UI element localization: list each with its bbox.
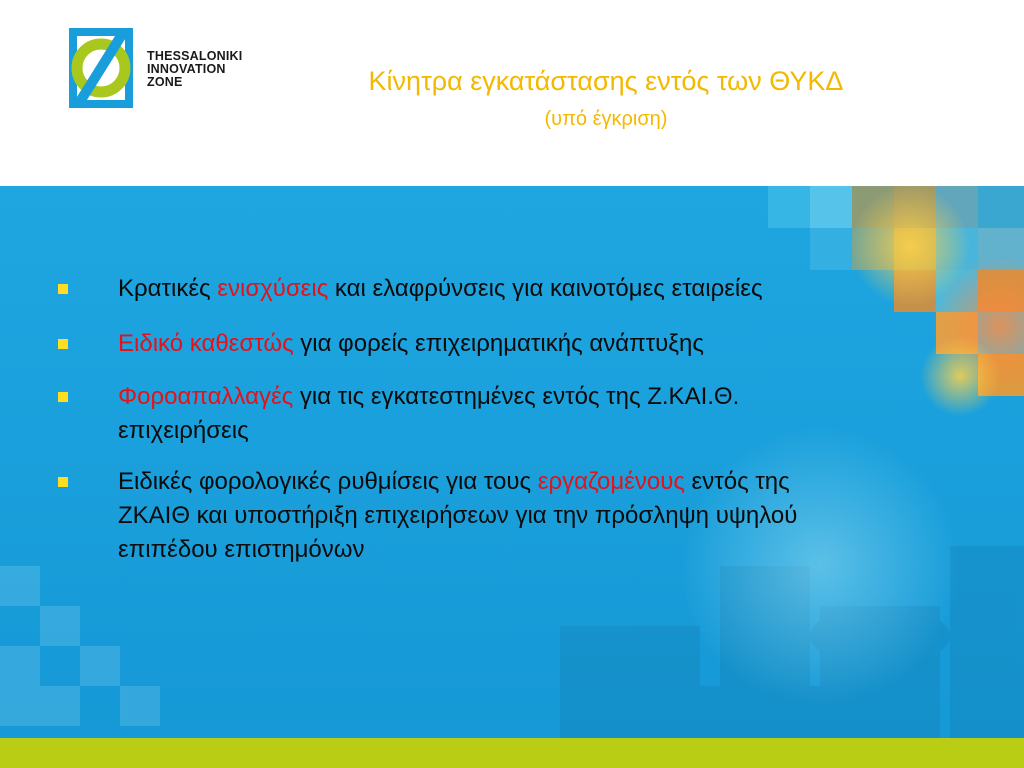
- bullet-text-line-2: ΖΚΑΙΘ και υποστήριξη επιχειρήσεων για την πρόσληψη υψηλού: [118, 502, 798, 529]
- list-item: [58, 380, 938, 448]
- slide-subtitle: (υπό έγκριση): [544, 108, 668, 130]
- thessaloniki-innovation-zone-logo-icon: [67, 28, 135, 108]
- bullet-text-highlight: ενισχύσεις: [217, 275, 329, 302]
- list-item: [58, 327, 938, 361]
- bullet-marker: [58, 477, 68, 487]
- content-area: [0, 186, 1024, 738]
- bullet-text-highlight: Φοροαπαλλαγές: [118, 383, 294, 410]
- bullet-text-part: για τις εγκατεστημένες εντός της Ζ.ΚΑΙ.Θ.: [293, 383, 740, 410]
- bullet-marker: [58, 284, 68, 294]
- logo-line-3: ZONE: [147, 75, 183, 89]
- list-item: [58, 272, 938, 306]
- bullet-text: [118, 465, 938, 499]
- bullet-text-highlight: εργαζομένους: [537, 468, 685, 495]
- bullet-text-part: εντός της: [684, 468, 790, 495]
- bullet-text: [118, 380, 938, 414]
- bullet-text-highlight: Ειδικό καθεστώς: [118, 330, 294, 357]
- bullet-text-part: Κρατικές: [118, 275, 218, 302]
- bullet-text-part: Ειδικές φορολογικές ρυθμίσεις για τους: [118, 468, 538, 495]
- bullet-marker: [58, 339, 68, 349]
- bullet-text-part: για φορείς επιχειρηματικής ανάπτυξης: [293, 330, 704, 357]
- bullet-text: [118, 327, 938, 361]
- bullet-text-line-2: επιχειρήσεις: [118, 417, 249, 444]
- bullet-text: [118, 272, 938, 306]
- slide-header: [0, 0, 1024, 186]
- list-item: [58, 465, 938, 567]
- logo-wordmark: [147, 50, 242, 89]
- footer-bar: [0, 738, 1024, 768]
- slide-title: Κίνητρα εγκατάστασης εντός των ΘΥΚΔ: [368, 66, 844, 96]
- logo-line-2: INNOVATION: [147, 62, 226, 76]
- bullet-list: [0, 186, 1024, 738]
- logo-line-1: THESSALONIKI: [147, 49, 243, 63]
- bullet-text-line-3: επιπέδου επιστημόνων: [118, 536, 365, 563]
- bullet-text-part: και ελαφρύνσεις για καινοτόμες εταιρείες: [328, 275, 763, 302]
- bullet-marker: [58, 392, 68, 402]
